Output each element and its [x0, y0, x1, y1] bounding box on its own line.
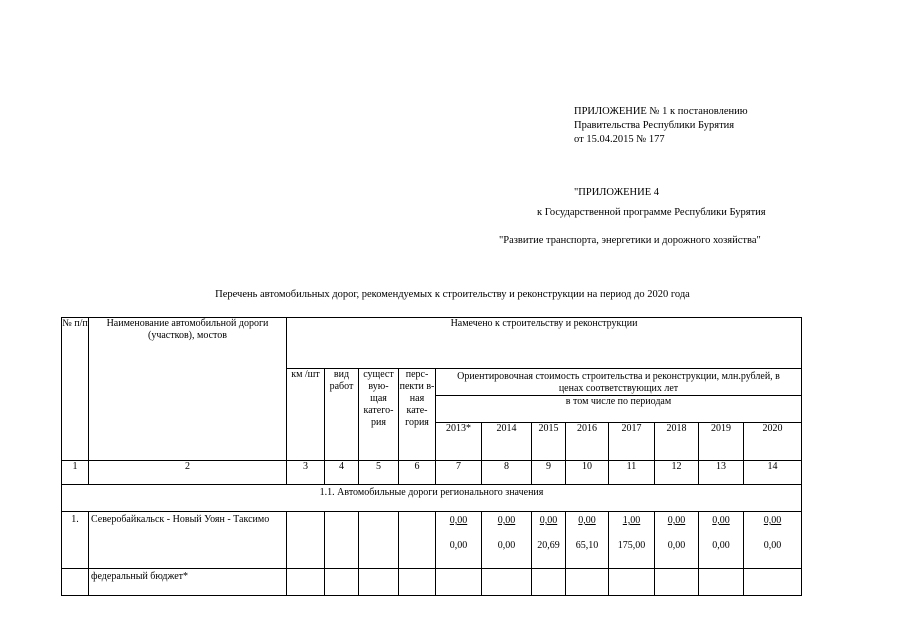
- year-cell: 2015: [532, 423, 566, 461]
- col-number: 10: [566, 461, 609, 485]
- empty-cell: [744, 569, 802, 596]
- empty-cell: [325, 569, 359, 596]
- empty-cell: [436, 569, 482, 596]
- empty-cell: [566, 569, 609, 596]
- col-number: 5: [359, 461, 399, 485]
- work-type-cell: [325, 512, 359, 569]
- cost-cell: 0,00 65,10: [566, 512, 609, 569]
- empty-cell: [359, 569, 399, 596]
- row-number: 1.: [62, 512, 89, 569]
- appendix-1-line3: от 15.04.2015 № 177: [574, 134, 665, 145]
- col-number: 8: [482, 461, 532, 485]
- empty-cell: [609, 569, 655, 596]
- header-km: км /шт: [287, 369, 325, 461]
- year-cell: 2020: [744, 423, 802, 461]
- col-number: 2: [89, 461, 287, 485]
- section-title: 1.1. Автомобильные дороги регионального значения: [62, 485, 802, 512]
- empty-cell: [399, 569, 436, 596]
- header-cost-label: Ориентировочная стоимость строительства и реконструкции, млн.рублей, в ценах соответствующих лет: [457, 371, 780, 394]
- col-number: 11: [609, 461, 655, 485]
- col-number: 1: [62, 461, 89, 485]
- col-number: 14: [744, 461, 802, 485]
- year-cell: 2013*: [436, 423, 482, 461]
- empty-cell: [482, 569, 532, 596]
- cost-cell: 1,00 175,00: [609, 512, 655, 569]
- year-cell: 2017: [609, 423, 655, 461]
- appendix-4-line3: "Развитие транспорта, энергетики и дорожного хозяйства": [499, 235, 761, 246]
- appendix-1-block: [574, 105, 748, 147]
- year-cell: 2014: [482, 423, 532, 461]
- appendix-1-line2: Правительства Республики Бурятия: [574, 120, 735, 131]
- header-prospective-category: перс- пекти в-ная кате- гория: [399, 369, 436, 461]
- appendix-4-line1: "ПРИЛОЖЕНИЕ 4: [574, 187, 660, 198]
- roads-table: [61, 317, 802, 596]
- col-number: 9: [532, 461, 566, 485]
- road-name: Северобайкальск - Новый Уоян - Таксимо: [89, 512, 287, 569]
- year-cell: 2016: [566, 423, 609, 461]
- header-cost: [436, 369, 802, 423]
- col-number: 6: [399, 461, 436, 485]
- header-planned: Намечено к строительству и реконструкции: [287, 318, 802, 369]
- cost-cell: 0,00 0,00: [655, 512, 699, 569]
- col-number: 12: [655, 461, 699, 485]
- col-number: 7: [436, 461, 482, 485]
- row-number: [62, 569, 89, 596]
- document-title: Перечень автомобильных дорог, рекомендуемых к строительству и реконструкции на период до 2020 года: [215, 289, 690, 300]
- km-cell: [287, 512, 325, 569]
- empty-cell: [655, 569, 699, 596]
- cost-cell: 0,00 0,00: [482, 512, 532, 569]
- col-number: 13: [699, 461, 744, 485]
- budget-label: федеральный бюджет*: [89, 569, 287, 596]
- header-road-name: Наименование автомобильной дороги (участков), мостов: [89, 318, 287, 461]
- col-number: 4: [325, 461, 359, 485]
- header-number: № п/п: [62, 318, 89, 461]
- existing-category-cell: [359, 512, 399, 569]
- year-cell: 2019: [699, 423, 744, 461]
- cost-cell: 0,00 0,00: [699, 512, 744, 569]
- year-cell: 2018: [655, 423, 699, 461]
- cost-cell: 0,00 20,69: [532, 512, 566, 569]
- header-existing-category: сущест вую- щая катего- рия: [359, 369, 399, 461]
- appendix-4-line2: к Государственной программе Республики Бурятия: [537, 207, 766, 218]
- cost-cell: 0,00 0,00: [744, 512, 802, 569]
- appendix-1-line1: ПРИЛОЖЕНИЕ № 1 к постановлению: [574, 106, 748, 117]
- empty-cell: [699, 569, 744, 596]
- header-periods: в том числе по периодам: [436, 395, 801, 408]
- empty-cell: [287, 569, 325, 596]
- empty-cell: [532, 569, 566, 596]
- cost-cell: 0,00 0,00: [436, 512, 482, 569]
- col-number: 3: [287, 461, 325, 485]
- prospective-category-cell: [399, 512, 436, 569]
- header-work-type: вид работ: [325, 369, 359, 461]
